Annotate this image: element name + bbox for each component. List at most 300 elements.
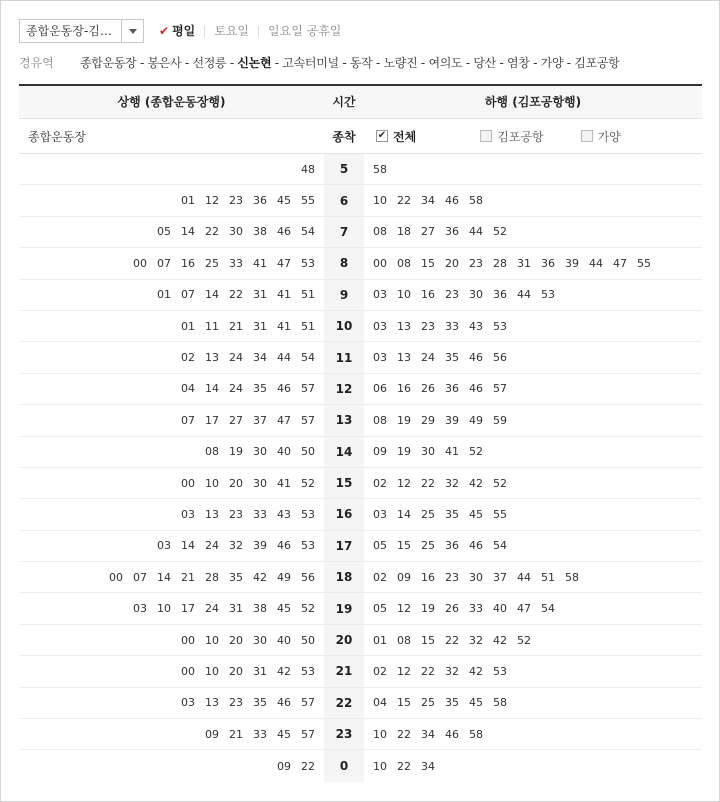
top-bar bbox=[19, 19, 341, 43]
departure-minute: 44 bbox=[517, 570, 531, 584]
departure-minute: 45 bbox=[469, 696, 483, 710]
hour-cell: 0 bbox=[324, 750, 364, 781]
departure-minute: 26 bbox=[445, 602, 459, 616]
departure-minute: 56 bbox=[301, 570, 315, 584]
table-row bbox=[19, 217, 702, 248]
departure-minute: 15 bbox=[421, 256, 435, 270]
table-row bbox=[19, 154, 702, 185]
downbound-minutes bbox=[364, 477, 702, 490]
departure-minute: 35 bbox=[253, 696, 267, 710]
departure-minute: 19 bbox=[229, 445, 243, 459]
departure-minute: 57 bbox=[301, 696, 315, 710]
departure-minute: 46 bbox=[277, 539, 291, 553]
departure-minute: 08 bbox=[397, 256, 411, 270]
departure-minute: 52 bbox=[517, 633, 531, 647]
departure-minute: 25 bbox=[421, 696, 435, 710]
downbound-minutes bbox=[364, 696, 702, 709]
departure-minute: 10 bbox=[373, 727, 387, 741]
upbound-minutes bbox=[19, 225, 324, 238]
downbound-minutes bbox=[364, 634, 702, 647]
departure-minute: 58 bbox=[469, 727, 483, 741]
departure-minute: 57 bbox=[493, 382, 507, 396]
tab-saturday[interactable]: 토요일 bbox=[214, 24, 250, 38]
chevron-down-icon[interactable] bbox=[121, 20, 143, 42]
terminal-label: 종착 bbox=[332, 129, 356, 144]
upbound-minutes bbox=[19, 320, 324, 333]
downbound-minutes bbox=[364, 414, 702, 427]
table-row bbox=[19, 499, 702, 530]
departure-minute: 58 bbox=[493, 696, 507, 710]
departure-minute: 00 bbox=[133, 256, 147, 270]
day-tabs bbox=[159, 19, 341, 43]
departure-minute: 03 bbox=[373, 319, 387, 333]
departure-minute: 58 bbox=[373, 162, 387, 176]
departure-minute: 01 bbox=[157, 288, 171, 302]
departure-minute: 12 bbox=[397, 476, 411, 490]
departure-minute: 07 bbox=[133, 570, 147, 584]
departure-minute: 03 bbox=[157, 539, 171, 553]
hour-cell: 10 bbox=[324, 311, 364, 341]
departure-minute: 11 bbox=[205, 319, 219, 333]
upbound-minutes bbox=[19, 194, 324, 207]
departure-minute: 22 bbox=[229, 288, 243, 302]
upbound-minutes bbox=[19, 728, 324, 741]
departure-minute: 53 bbox=[541, 288, 555, 302]
departure-minute: 25 bbox=[421, 539, 435, 553]
departure-minute: 30 bbox=[253, 476, 267, 490]
departure-minute: 24 bbox=[205, 602, 219, 616]
timetable-subheader bbox=[19, 119, 702, 154]
departure-minute: 30 bbox=[253, 633, 267, 647]
header-time: 시간 bbox=[332, 95, 356, 109]
departure-minute: 54 bbox=[493, 539, 507, 553]
departure-minute: 24 bbox=[229, 351, 243, 365]
departure-minute: 23 bbox=[229, 194, 243, 208]
checkbox-checked-icon: ✔ bbox=[377, 130, 387, 141]
timetable-rows bbox=[19, 154, 702, 782]
departure-minute: 16 bbox=[421, 570, 435, 584]
filter-gimpo-checkbox[interactable]: 김포공항 bbox=[480, 128, 543, 145]
table-row bbox=[19, 405, 702, 436]
checkbox-icon bbox=[480, 130, 492, 142]
departure-minute: 10 bbox=[205, 633, 219, 647]
departure-minute: 46 bbox=[277, 382, 291, 396]
departure-minute: 02 bbox=[373, 664, 387, 678]
departure-minute: 31 bbox=[229, 602, 243, 616]
departure-minute: 26 bbox=[421, 382, 435, 396]
downbound-minutes bbox=[364, 508, 702, 521]
departure-minute: 34 bbox=[421, 194, 435, 208]
departure-minute: 47 bbox=[613, 256, 627, 270]
departure-minute: 23 bbox=[421, 319, 435, 333]
hour-cell: 12 bbox=[324, 374, 364, 404]
departure-minute: 03 bbox=[373, 351, 387, 365]
departure-minute: 20 bbox=[229, 633, 243, 647]
departure-minute: 21 bbox=[181, 570, 195, 584]
table-row bbox=[19, 719, 702, 750]
departure-minute: 58 bbox=[469, 194, 483, 208]
departure-minute: 25 bbox=[421, 507, 435, 521]
downbound-minutes bbox=[364, 225, 702, 238]
departure-minute: 18 bbox=[397, 225, 411, 239]
departure-minute: 59 bbox=[493, 413, 507, 427]
header-upbound: 상행 (종합운동장행) bbox=[117, 95, 226, 109]
departure-minute: 35 bbox=[445, 351, 459, 365]
tab-weekday[interactable]: ✔ 평일 bbox=[159, 24, 196, 38]
departure-minute: 01 bbox=[181, 319, 195, 333]
table-row bbox=[19, 593, 702, 624]
departure-minute: 52 bbox=[493, 225, 507, 239]
departure-minute: 22 bbox=[301, 759, 315, 773]
departure-minute: 34 bbox=[421, 759, 435, 773]
departure-minute: 00 bbox=[181, 476, 195, 490]
via-stations-route: 종합운동장 - 봉은사 - 선정릉 - 신논현 - 고속터미널 - 동작 - 노량진 - 여의도 - 당산 - 염창 - 가양 - 김포공항 bbox=[80, 55, 620, 70]
departure-minute: 14 bbox=[157, 570, 171, 584]
table-row bbox=[19, 656, 702, 687]
departure-minute: 54 bbox=[301, 225, 315, 239]
downbound-minutes bbox=[364, 728, 702, 741]
departure-minute: 50 bbox=[301, 633, 315, 647]
departure-minute: 46 bbox=[469, 539, 483, 553]
departure-minute: 58 bbox=[565, 570, 579, 584]
upbound-minutes bbox=[19, 257, 324, 270]
departure-minute: 02 bbox=[373, 570, 387, 584]
tab-sunday-holiday[interactable]: 일요일 공휴일 bbox=[268, 24, 342, 38]
departure-minute: 53 bbox=[301, 664, 315, 678]
departure-minute: 13 bbox=[205, 507, 219, 521]
departure-minute: 35 bbox=[445, 507, 459, 521]
hour-cell: 14 bbox=[324, 437, 364, 467]
table-row bbox=[19, 437, 702, 468]
departure-minute: 13 bbox=[397, 319, 411, 333]
route-select[interactable] bbox=[19, 19, 144, 43]
departure-minute: 30 bbox=[229, 225, 243, 239]
table-row bbox=[19, 185, 702, 216]
upbound-minutes bbox=[19, 288, 324, 301]
departure-minute: 55 bbox=[637, 256, 651, 270]
filter-all-checkbox[interactable]: ✔ 전체 bbox=[377, 129, 417, 144]
departure-minute: 15 bbox=[397, 539, 411, 553]
departure-minute: 41 bbox=[445, 445, 459, 459]
upbound-terminal: 종합운동장 bbox=[28, 129, 86, 144]
departure-minute: 16 bbox=[421, 288, 435, 302]
departure-minute: 38 bbox=[253, 602, 267, 616]
departure-minute: 52 bbox=[469, 445, 483, 459]
departure-minute: 03 bbox=[133, 602, 147, 616]
departure-minute: 04 bbox=[373, 696, 387, 710]
upbound-minutes bbox=[19, 696, 324, 709]
departure-minute: 23 bbox=[229, 507, 243, 521]
departure-minute: 19 bbox=[421, 602, 435, 616]
departure-minute: 14 bbox=[205, 288, 219, 302]
departure-minute: 41 bbox=[277, 288, 291, 302]
departure-minute: 16 bbox=[181, 256, 195, 270]
downbound-minutes bbox=[364, 539, 702, 552]
departure-minute: 10 bbox=[373, 194, 387, 208]
downbound-minutes bbox=[364, 288, 702, 301]
departure-minute: 33 bbox=[229, 256, 243, 270]
departure-minute: 04 bbox=[181, 382, 195, 396]
departure-minute: 42 bbox=[493, 633, 507, 647]
departure-minute: 36 bbox=[253, 194, 267, 208]
check-icon: ✔ bbox=[159, 24, 170, 38]
departure-minute: 07 bbox=[181, 413, 195, 427]
departure-minute: 36 bbox=[445, 382, 459, 396]
departure-minute: 20 bbox=[229, 664, 243, 678]
downbound-minutes bbox=[364, 760, 702, 773]
departure-minute: 48 bbox=[301, 162, 315, 176]
table-row bbox=[19, 374, 702, 405]
departure-minute: 32 bbox=[445, 476, 459, 490]
downbound-minutes bbox=[364, 665, 702, 678]
departure-minute: 10 bbox=[205, 476, 219, 490]
departure-minute: 22 bbox=[205, 225, 219, 239]
departure-minute: 40 bbox=[277, 633, 291, 647]
table-row bbox=[19, 468, 702, 499]
departure-minute: 14 bbox=[397, 507, 411, 521]
departure-minute: 57 bbox=[301, 413, 315, 427]
departure-minute: 29 bbox=[421, 413, 435, 427]
departure-minute: 23 bbox=[445, 570, 459, 584]
table-row bbox=[19, 531, 702, 562]
destination-filters bbox=[364, 128, 702, 145]
departure-minute: 02 bbox=[181, 351, 195, 365]
departure-minute: 08 bbox=[397, 633, 411, 647]
hour-cell: 17 bbox=[324, 531, 364, 561]
departure-minute: 12 bbox=[397, 602, 411, 616]
departure-minute: 30 bbox=[253, 445, 267, 459]
departure-minute: 46 bbox=[277, 696, 291, 710]
hour-cell: 23 bbox=[324, 719, 364, 749]
table-row bbox=[19, 750, 702, 781]
departure-minute: 39 bbox=[565, 256, 579, 270]
departure-minute: 52 bbox=[301, 476, 315, 490]
departure-minute: 36 bbox=[541, 256, 555, 270]
departure-minute: 20 bbox=[229, 476, 243, 490]
hour-cell: 9 bbox=[324, 280, 364, 310]
departure-minute: 19 bbox=[397, 445, 411, 459]
departure-minute: 30 bbox=[421, 445, 435, 459]
departure-minute: 28 bbox=[493, 256, 507, 270]
departure-minute: 13 bbox=[205, 351, 219, 365]
hour-cell: 5 bbox=[324, 154, 364, 184]
departure-minute: 27 bbox=[229, 413, 243, 427]
departure-minute: 05 bbox=[373, 602, 387, 616]
hour-cell: 18 bbox=[324, 562, 364, 592]
departure-minute: 22 bbox=[445, 633, 459, 647]
departure-minute: 09 bbox=[397, 570, 411, 584]
departure-minute: 42 bbox=[469, 664, 483, 678]
departure-minute: 51 bbox=[541, 570, 555, 584]
departure-minute: 36 bbox=[445, 225, 459, 239]
via-stations bbox=[19, 54, 619, 70]
departure-minute: 46 bbox=[445, 727, 459, 741]
departure-minute: 45 bbox=[277, 602, 291, 616]
departure-minute: 16 bbox=[397, 382, 411, 396]
departure-minute: 08 bbox=[373, 413, 387, 427]
hour-cell: 15 bbox=[324, 468, 364, 498]
departure-minute: 28 bbox=[205, 570, 219, 584]
departure-minute: 31 bbox=[517, 256, 531, 270]
departure-minute: 47 bbox=[517, 602, 531, 616]
table-row bbox=[19, 625, 702, 656]
upbound-minutes bbox=[19, 539, 324, 552]
departure-minute: 36 bbox=[445, 539, 459, 553]
departure-minute: 54 bbox=[301, 351, 315, 365]
departure-minute: 32 bbox=[469, 633, 483, 647]
departure-minute: 44 bbox=[517, 288, 531, 302]
departure-minute: 07 bbox=[181, 288, 195, 302]
departure-minute: 15 bbox=[421, 633, 435, 647]
departure-minute: 32 bbox=[229, 539, 243, 553]
departure-minute: 30 bbox=[469, 570, 483, 584]
departure-minute: 03 bbox=[181, 507, 195, 521]
departure-minute: 36 bbox=[493, 288, 507, 302]
via-stations-label: 경유역 bbox=[19, 55, 54, 70]
departure-minute: 23 bbox=[229, 696, 243, 710]
departure-minute: 00 bbox=[373, 256, 387, 270]
departure-minute: 32 bbox=[445, 664, 459, 678]
departure-minute: 27 bbox=[421, 225, 435, 239]
hour-cell: 21 bbox=[324, 656, 364, 686]
departure-minute: 44 bbox=[469, 225, 483, 239]
departure-minute: 53 bbox=[493, 319, 507, 333]
departure-minute: 52 bbox=[301, 602, 315, 616]
table-row bbox=[19, 248, 702, 279]
departure-minute: 22 bbox=[421, 664, 435, 678]
downbound-minutes bbox=[364, 571, 702, 584]
downbound-minutes bbox=[364, 257, 702, 270]
departure-minute: 47 bbox=[277, 256, 291, 270]
hour-cell: 6 bbox=[324, 185, 364, 215]
departure-minute: 39 bbox=[253, 539, 267, 553]
downbound-minutes bbox=[364, 445, 702, 458]
departure-minute: 31 bbox=[253, 288, 267, 302]
hour-cell: 11 bbox=[324, 342, 364, 372]
downbound-minutes bbox=[364, 320, 702, 333]
downbound-minutes bbox=[364, 382, 702, 395]
departure-minute: 21 bbox=[229, 727, 243, 741]
departure-minute: 15 bbox=[397, 696, 411, 710]
departure-minute: 51 bbox=[301, 319, 315, 333]
departure-minute: 14 bbox=[181, 225, 195, 239]
departure-minute: 37 bbox=[253, 413, 267, 427]
departure-minute: 46 bbox=[469, 351, 483, 365]
departure-minute: 05 bbox=[157, 225, 171, 239]
departure-minute: 05 bbox=[373, 539, 387, 553]
hour-cell: 13 bbox=[324, 405, 364, 435]
departure-minute: 14 bbox=[205, 382, 219, 396]
departure-minute: 40 bbox=[493, 602, 507, 616]
departure-minute: 31 bbox=[253, 664, 267, 678]
departure-minute: 12 bbox=[205, 194, 219, 208]
departure-minute: 23 bbox=[469, 256, 483, 270]
route-select-value: 종합운동장-김… bbox=[26, 24, 112, 38]
table-row bbox=[19, 280, 702, 311]
departure-minute: 19 bbox=[397, 413, 411, 427]
departure-minute: 08 bbox=[373, 225, 387, 239]
upbound-minutes bbox=[19, 602, 324, 615]
departure-minute: 01 bbox=[181, 194, 195, 208]
departure-minute: 22 bbox=[397, 759, 411, 773]
departure-minute: 55 bbox=[301, 194, 315, 208]
table-row bbox=[19, 688, 702, 719]
departure-minute: 46 bbox=[445, 194, 459, 208]
departure-minute: 41 bbox=[277, 319, 291, 333]
departure-minute: 13 bbox=[397, 351, 411, 365]
departure-minute: 10 bbox=[373, 759, 387, 773]
hour-cell: 19 bbox=[324, 593, 364, 623]
downbound-minutes bbox=[364, 602, 702, 615]
downbound-minutes bbox=[364, 351, 702, 364]
departure-minute: 00 bbox=[181, 664, 195, 678]
departure-minute: 25 bbox=[205, 256, 219, 270]
upbound-minutes bbox=[19, 414, 324, 427]
departure-minute: 35 bbox=[229, 570, 243, 584]
departure-minute: 43 bbox=[469, 319, 483, 333]
departure-minute: 22 bbox=[421, 476, 435, 490]
departure-minute: 40 bbox=[277, 445, 291, 459]
departure-minute: 09 bbox=[205, 727, 219, 741]
departure-minute: 33 bbox=[469, 602, 483, 616]
downbound-minutes bbox=[364, 194, 702, 207]
departure-minute: 51 bbox=[301, 288, 315, 302]
departure-minute: 10 bbox=[205, 664, 219, 678]
upbound-minutes bbox=[19, 634, 324, 647]
hour-cell: 8 bbox=[324, 248, 364, 278]
departure-minute: 42 bbox=[469, 476, 483, 490]
departure-minute: 17 bbox=[205, 413, 219, 427]
hour-cell: 16 bbox=[324, 499, 364, 529]
table-row bbox=[19, 342, 702, 373]
departure-minute: 31 bbox=[253, 319, 267, 333]
departure-minute: 53 bbox=[301, 507, 315, 521]
departure-minute: 22 bbox=[397, 194, 411, 208]
departure-minute: 02 bbox=[373, 476, 387, 490]
departure-minute: 45 bbox=[277, 194, 291, 208]
departure-minute: 17 bbox=[181, 602, 195, 616]
departure-minute: 33 bbox=[253, 507, 267, 521]
departure-minute: 13 bbox=[205, 696, 219, 710]
departure-minute: 22 bbox=[397, 727, 411, 741]
departure-minute: 43 bbox=[277, 507, 291, 521]
departure-minute: 09 bbox=[277, 759, 291, 773]
departure-minute: 42 bbox=[277, 664, 291, 678]
upbound-minutes bbox=[19, 477, 324, 490]
departure-minute: 34 bbox=[253, 351, 267, 365]
filter-gayang-checkbox[interactable]: 가양 bbox=[581, 128, 621, 145]
departure-minute: 00 bbox=[181, 633, 195, 647]
departure-minute: 35 bbox=[445, 696, 459, 710]
header-downbound: 하행 (김포공항행) bbox=[484, 95, 582, 109]
departure-minute: 12 bbox=[397, 664, 411, 678]
departure-minute: 07 bbox=[157, 256, 171, 270]
upbound-minutes bbox=[19, 508, 324, 521]
departure-minute: 41 bbox=[277, 476, 291, 490]
departure-minute: 34 bbox=[421, 727, 435, 741]
tab-divider bbox=[204, 26, 205, 37]
timetable bbox=[19, 84, 702, 782]
departure-minute: 38 bbox=[253, 225, 267, 239]
departure-minute: 57 bbox=[301, 382, 315, 396]
departure-minute: 10 bbox=[157, 602, 171, 616]
current-station: 신논현 bbox=[237, 55, 272, 70]
departure-minute: 39 bbox=[445, 413, 459, 427]
departure-minute: 45 bbox=[469, 507, 483, 521]
departure-minute: 23 bbox=[445, 288, 459, 302]
departure-minute: 09 bbox=[373, 445, 387, 459]
departure-minute: 56 bbox=[493, 351, 507, 365]
